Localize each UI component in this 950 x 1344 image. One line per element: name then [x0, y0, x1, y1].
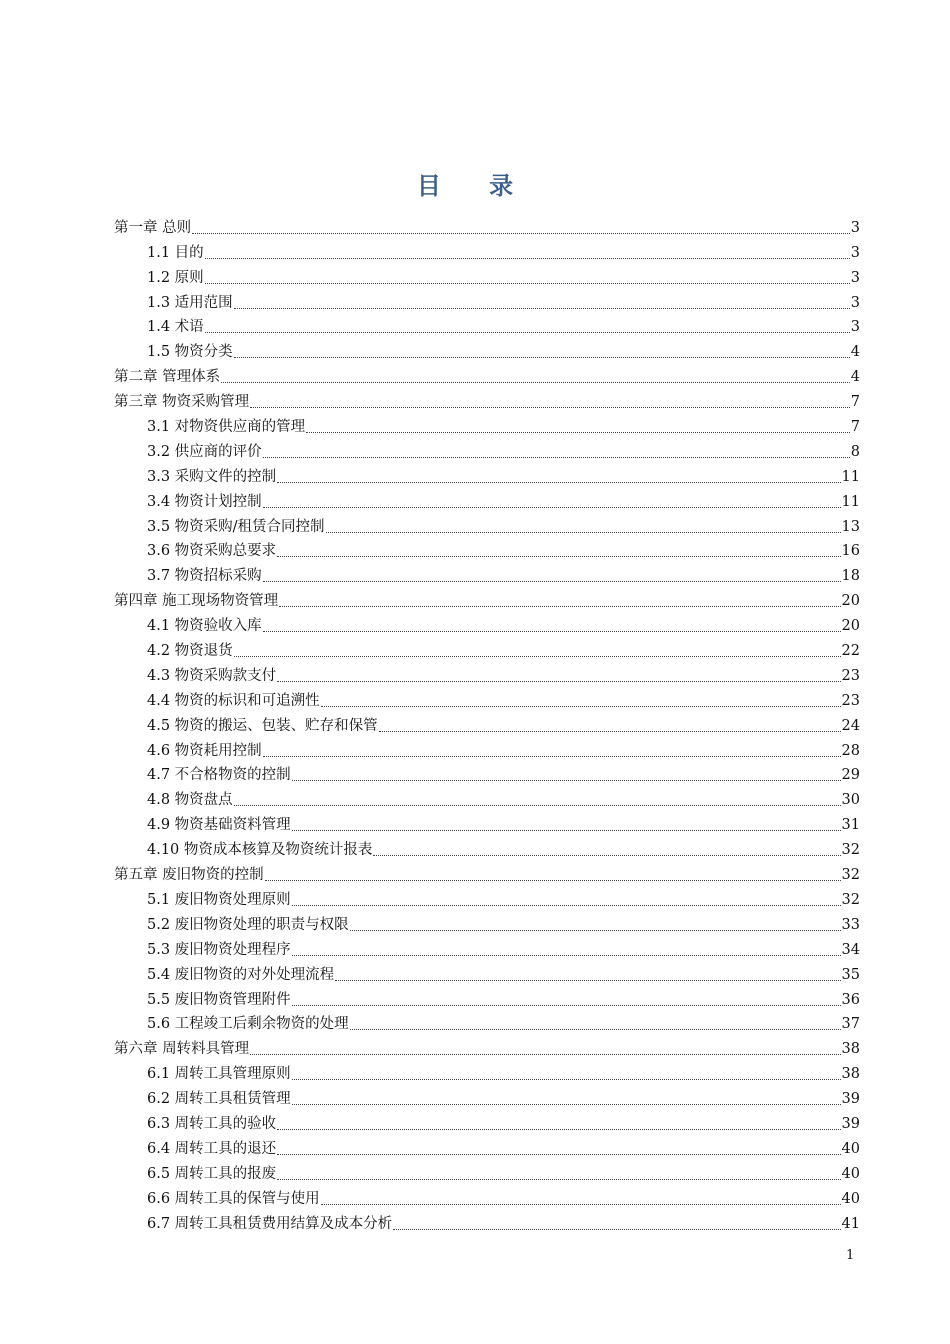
toc-dot-leader [292, 1004, 841, 1006]
toc-dot-leader [277, 1128, 840, 1130]
toc-section-entry[interactable] [114, 486, 860, 511]
toc-dot-leader [321, 705, 841, 707]
toc-dot-leader [292, 904, 841, 906]
toc-dot-leader [205, 257, 850, 259]
toc-entry-label: 4.5 物资的搬运、包装、贮存和保管 [147, 717, 378, 734]
toc-entry-label: 5.4 废旧物资的对外处理流程 [147, 966, 335, 983]
toc-dot-leader [292, 829, 841, 831]
toc-entry-label: 1.1 目的 [147, 244, 204, 261]
toc-section-entry[interactable] [114, 1158, 860, 1183]
toc-dot-leader [234, 356, 850, 358]
toc-entry-page: 29 [841, 767, 860, 784]
toc-dot-leader [306, 431, 850, 433]
toc-dot-leader [292, 1103, 841, 1105]
toc-dot-leader [234, 804, 841, 806]
toc-entry-label: 5.6 工程竣工后剩余物资的处理 [147, 1016, 349, 1033]
toc-entry-page: 32 [841, 867, 860, 884]
toc-dot-leader [321, 1203, 841, 1205]
toc-entry-page: 3 [850, 294, 860, 311]
toc-entry-label: 第二章 管理体系 [114, 369, 221, 386]
toc-entry-page: 41 [841, 1215, 860, 1232]
toc-entry-label: 1.2 原则 [147, 269, 204, 286]
toc-entry-label: 5.1 废旧物资处理原则 [147, 891, 291, 908]
toc-entry-page: 20 [841, 593, 860, 610]
toc-chapter-entry[interactable] [114, 361, 860, 386]
toc-entry-label: 6.4 周转工具的退还 [147, 1140, 277, 1157]
toc-entry-label: 6.7 周转工具租赁费用结算及成本分析 [147, 1215, 393, 1232]
toc-section-entry[interactable] [114, 610, 860, 635]
toc-section-entry[interactable] [114, 436, 860, 461]
toc-entry-page: 3 [850, 244, 860, 261]
toc-dot-leader [277, 1153, 840, 1155]
toc-dot-leader [335, 979, 840, 981]
toc-entry-label: 4.1 物资验收入库 [147, 618, 262, 635]
toc-section-entry[interactable] [114, 312, 860, 337]
toc-entry-label: 4.9 物资基础资料管理 [147, 817, 291, 834]
toc-entry-label: 3.6 物资采购总要求 [147, 543, 277, 560]
toc-entry-page: 11 [841, 493, 860, 510]
toc-entry-label: 4.2 物资退货 [147, 643, 233, 660]
toc-entry-page: 34 [841, 941, 860, 958]
toc-entry-label: 3.4 物资计划控制 [147, 493, 262, 510]
toc-section-entry[interactable] [114, 1183, 860, 1208]
toc-dot-leader [263, 580, 841, 582]
toc-entry-page: 36 [841, 991, 860, 1008]
toc-section-entry[interactable] [114, 411, 860, 436]
toc-entry-page: 22 [841, 643, 860, 660]
toc-entry-page: 3 [850, 269, 860, 286]
toc-section-entry[interactable] [114, 461, 860, 486]
toc-entry-page: 33 [841, 916, 860, 933]
toc-section-entry[interactable] [114, 909, 860, 934]
toc-entry-label: 第三章 物资采购管理 [114, 394, 250, 411]
toc-entry-page: 24 [841, 717, 860, 734]
toc-dot-leader [205, 331, 850, 333]
toc-entry-page: 3 [850, 319, 860, 336]
toc-dot-leader [292, 1078, 841, 1080]
toc-entry-label: 4.10 物资成本核算及物资统计报表 [147, 842, 373, 859]
toc-entry-label: 1.4 术语 [147, 319, 204, 336]
page-number: 1 [846, 1248, 855, 1263]
toc-dot-leader [279, 605, 840, 607]
toc-dot-leader [250, 1053, 840, 1055]
toc-entry-label: 第四章 施工现场物资管理 [114, 593, 279, 610]
toc-entry-page: 35 [841, 966, 860, 983]
toc-section-entry[interactable] [114, 884, 860, 909]
toc-entry-page: 4 [850, 344, 860, 361]
toc-entry-label: 3.7 物资招标采购 [147, 568, 262, 585]
toc-title: 目 录 [416, 172, 534, 200]
toc-dot-leader [192, 232, 850, 234]
toc-entry-label: 6.5 周转工具的报废 [147, 1165, 277, 1182]
toc-dot-leader [221, 381, 850, 383]
toc-entry-page: 8 [850, 443, 860, 460]
toc-entry-page: 7 [850, 419, 860, 436]
toc-section-entry[interactable] [114, 237, 860, 262]
toc-section-entry[interactable] [114, 809, 860, 834]
toc-entry-label: 6.1 周转工具管理原则 [147, 1066, 291, 1083]
toc-entry-page: 38 [841, 1041, 860, 1058]
toc-entry-label: 第六章 周转料具管理 [114, 1041, 250, 1058]
toc-dot-leader [263, 755, 841, 757]
toc-section-entry[interactable] [114, 262, 860, 287]
toc-entry-label: 3.5 物资采购/租赁合同控制 [147, 518, 325, 535]
toc-chapter-entry[interactable] [114, 585, 860, 610]
toc-dot-leader [326, 531, 841, 533]
toc-dot-leader [277, 680, 840, 682]
toc-section-entry[interactable] [114, 934, 860, 959]
toc-entry-page: 40 [841, 1140, 860, 1157]
toc-dot-leader [373, 854, 840, 856]
toc-entry-label: 3.3 采购文件的控制 [147, 468, 277, 485]
toc-entry-page: 13 [841, 518, 860, 535]
toc-entry-label: 3.1 对物资供应商的管理 [147, 419, 306, 436]
toc-dot-leader [292, 779, 841, 781]
toc-entry-page: 39 [841, 1091, 860, 1108]
toc-section-entry[interactable] [114, 735, 860, 760]
toc-dot-leader [250, 406, 850, 408]
toc-section-entry[interactable] [114, 1083, 860, 1108]
toc-entry-page: 23 [841, 692, 860, 709]
toc-dot-leader [234, 655, 841, 657]
toc-entry-label: 3.2 供应商的评价 [147, 443, 262, 460]
toc-chapter-entry[interactable] [114, 1033, 860, 1058]
toc-entry-label: 5.5 废旧物资管理附件 [147, 991, 291, 1008]
toc-entry-label: 4.4 物资的标识和可追溯性 [147, 692, 320, 709]
toc-section-entry[interactable] [114, 834, 860, 859]
toc-dot-leader [277, 481, 840, 483]
toc-section-entry[interactable] [114, 1058, 860, 1083]
toc-dot-leader [205, 282, 850, 284]
toc-entry-label: 6.3 周转工具的验收 [147, 1115, 277, 1132]
toc-dot-leader [277, 555, 840, 557]
toc-chapter-entry[interactable] [114, 386, 860, 411]
toc-dot-leader [393, 1228, 840, 1230]
toc-entry-page: 37 [841, 1016, 860, 1033]
toc-dot-leader [292, 954, 841, 956]
toc-entry-label: 1.3 适用范围 [147, 294, 233, 311]
toc-entry-label: 6.6 周转工具的保管与使用 [147, 1190, 320, 1207]
toc-entry-page: 38 [841, 1066, 860, 1083]
toc-section-entry[interactable] [114, 784, 860, 809]
toc-entry-page: 39 [841, 1115, 860, 1132]
toc-section-entry[interactable] [114, 336, 860, 361]
toc-section-entry[interactable] [114, 760, 860, 785]
toc-section-entry[interactable] [114, 984, 860, 1009]
toc-dot-leader [265, 879, 841, 881]
toc-section-entry[interactable] [114, 560, 860, 585]
toc-section-entry[interactable] [114, 1208, 860, 1233]
toc-entry-page: 16 [841, 543, 860, 560]
toc-entry-page: 20 [841, 618, 860, 635]
toc-entry-page: 18 [841, 568, 860, 585]
toc-entry-label: 5.3 废旧物资处理程序 [147, 941, 291, 958]
toc-entry-page: 40 [841, 1190, 860, 1207]
toc-section-entry[interactable] [114, 1133, 860, 1158]
toc-entry-label: 6.2 周转工具租赁管理 [147, 1091, 291, 1108]
toc-entry-page: 4 [850, 369, 860, 386]
toc-section-entry[interactable] [114, 287, 860, 312]
toc-section-entry[interactable] [114, 1108, 860, 1133]
toc-entry-page: 3 [850, 219, 860, 236]
toc-section-entry[interactable] [114, 635, 860, 660]
toc-section-entry[interactable] [114, 710, 860, 735]
toc-dot-leader [277, 1178, 840, 1180]
toc-section-entry[interactable] [114, 660, 860, 685]
toc-section-entry[interactable] [114, 959, 860, 984]
toc-entry-label: 第五章 废旧物资的控制 [114, 867, 264, 884]
toc-entry-page: 40 [841, 1165, 860, 1182]
toc-chapter-entry[interactable] [114, 859, 860, 884]
toc-entry-label: 1.5 物资分类 [147, 344, 233, 361]
toc-dot-leader [350, 1028, 841, 1030]
toc-entry-page: 11 [841, 468, 860, 485]
toc-section-entry[interactable] [114, 536, 860, 561]
toc-entry-label: 4.7 不合格物资的控制 [147, 767, 291, 784]
toc-dot-leader [379, 730, 841, 732]
toc-entry-page: 30 [841, 792, 860, 809]
toc-section-entry[interactable] [114, 511, 860, 536]
toc-entry-label: 第一章 总则 [114, 219, 192, 236]
toc-dot-leader [350, 929, 841, 931]
toc-entry-label: 5.2 废旧物资处理的职责与权限 [147, 916, 349, 933]
toc-entry-label: 4.3 物资采购款支付 [147, 667, 277, 684]
toc-dot-leader [263, 456, 850, 458]
toc-entry-page: 32 [841, 842, 860, 859]
toc-entry-page: 32 [841, 891, 860, 908]
toc-section-entry[interactable] [114, 1009, 860, 1034]
toc-entry-page: 28 [841, 742, 860, 759]
toc-dot-leader [263, 630, 841, 632]
toc-entry-label: 4.6 物资耗用控制 [147, 742, 262, 759]
toc-entry-page: 7 [850, 394, 860, 411]
toc-dot-leader [263, 506, 841, 508]
toc-section-entry[interactable] [114, 685, 860, 710]
table-of-contents [114, 212, 860, 1233]
toc-entry-page: 31 [841, 817, 860, 834]
toc-chapter-entry[interactable] [114, 212, 860, 237]
toc-entry-label: 4.8 物资盘点 [147, 792, 233, 809]
toc-entry-page: 23 [841, 667, 860, 684]
toc-dot-leader [234, 307, 850, 309]
